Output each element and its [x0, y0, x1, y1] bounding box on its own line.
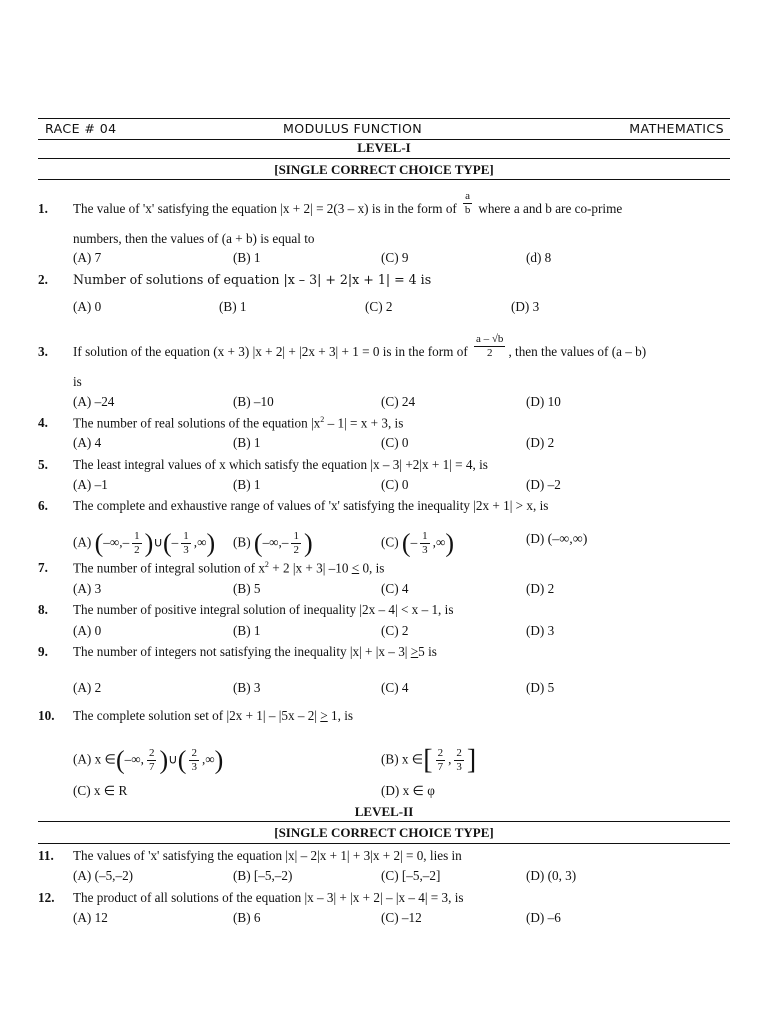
question-text: If solution of the equation (x + 3) |x + 2| + |2x + 3| + 1 = 0 is in the form of $\frac{a - √b}{2}$ , then the values of (a – b) — [73, 333, 647, 360]
option-d[interactable]: (d) 8 — [526, 250, 552, 265]
option-a[interactable]: (A) –1 — [73, 477, 108, 492]
option-b[interactable]: (B) 1 — [233, 477, 261, 492]
option-c[interactable]: (C) –12 — [381, 910, 422, 925]
option-b[interactable]: (B) 1 — [233, 250, 261, 265]
option-a[interactable]: (A) 3 — [73, 581, 102, 596]
option-a[interactable]: (A) 7 — [73, 250, 102, 265]
option-b[interactable]: (B) x ∈[ $\frac{2}{7}$ , $\frac{2}{3}$ ] — [381, 744, 477, 776]
option-a[interactable]: (A) (–∞,– $\frac{1}{2}$ )∪(– $\frac{1}{3}$ ,∞) — [73, 528, 216, 558]
option-d[interactable]: (D) 5 — [526, 680, 555, 695]
option-c[interactable]: (C) 4 — [381, 581, 409, 596]
level-2-type: [SINGLE CORRECT CHOICE TYPE] — [274, 825, 494, 840]
question-10-options-ab — [38, 736, 730, 776]
divider — [38, 158, 730, 159]
subject-title: MATHEMATICS — [629, 121, 724, 136]
race-header — [38, 118, 730, 140]
option-a[interactable]: (A) 12 — [73, 910, 108, 925]
option-a[interactable]: (A) 0 — [73, 623, 102, 638]
option-c[interactable]: (C) 2 — [365, 299, 393, 314]
question-text: The number of integral solution of $x^2 + 2$ |x + 3| –10 < 0, is — [73, 560, 385, 576]
option-d[interactable]: (D) –2 — [526, 477, 561, 492]
option-d[interactable]: (D) –6 — [526, 910, 561, 925]
level-2-title: LEVEL-II — [354, 804, 414, 819]
option-d[interactable]: (D) (–∞,∞) — [526, 531, 588, 547]
level-1-type: [SINGLE CORRECT CHOICE TYPE] — [274, 162, 494, 177]
option-d[interactable]: (D) 2 — [526, 435, 555, 450]
divider — [38, 821, 730, 822]
option-b[interactable]: (B) 1 — [219, 299, 247, 314]
level-1-title: LEVEL-I — [357, 140, 411, 155]
option-c[interactable]: (C) 9 — [381, 250, 409, 265]
option-c[interactable]: (C) 24 — [381, 394, 416, 409]
option-a[interactable]: (A) (–5,–2) — [73, 868, 134, 883]
option-b[interactable]: (B) 1 — [233, 435, 261, 450]
option-a[interactable]: (A) x ∈(–∞, $\frac{2}{7}$ )∪( $\frac{2}{3}$ ,∞) — [73, 745, 224, 775]
question-text: The complete and exhaustive range of values of 'x' satisfying the inequality |2x + 1| > x, is — [73, 498, 549, 513]
option-b[interactable]: (B) 6 — [233, 910, 261, 925]
option-d[interactable]: (D) x ∈ φ — [381, 783, 435, 798]
option-b[interactable]: (B) (–∞,– $\frac{1}{2}$ ) — [233, 528, 313, 558]
option-a[interactable]: (A) 0 — [73, 299, 102, 314]
question-text: Number of solutions of equation |x – 3| + 2|x + 1| = 4 is — [73, 272, 432, 287]
question-6-options — [38, 522, 730, 556]
option-b[interactable]: (B) 3 — [233, 680, 261, 695]
option-d[interactable]: (D) 2 — [526, 581, 555, 596]
divider — [38, 179, 730, 180]
question-number: 1. — [38, 201, 48, 216]
option-a[interactable]: (A) –24 — [73, 394, 115, 409]
option-c[interactable]: (C) 2 — [381, 623, 409, 638]
question-text: The value of 'x' satisfying the equation |x + 2| = 2(3 – x) is in the form of $\frac{a}{b}$ where a and b are co-prime — [73, 190, 623, 217]
option-a[interactable]: (A) 4 — [73, 435, 102, 450]
option-c[interactable]: (C) [–5,–2] — [381, 868, 441, 883]
question-text: The number of positive integral solution of inequality |2x – 4| < x – 1, is — [73, 602, 454, 617]
option-c[interactable]: (C) x ∈ R — [73, 783, 128, 798]
option-d[interactable]: (D) 10 — [526, 394, 561, 409]
option-b[interactable]: (B) [–5,–2) — [233, 868, 293, 883]
option-d[interactable]: (D) (0, 3) — [526, 868, 577, 883]
option-c[interactable]: (C) 0 — [381, 477, 409, 492]
option-b[interactable]: (B) –10 — [233, 394, 274, 409]
option-d[interactable]: (D) 3 — [526, 623, 555, 638]
race-number: RACE # 04 — [45, 121, 117, 136]
divider — [38, 843, 730, 844]
option-d[interactable]: (D) 3 — [511, 299, 540, 314]
option-b[interactable]: (B) 1 — [233, 623, 261, 638]
option-c[interactable]: (C) 4 — [381, 680, 409, 695]
question-text: The number of real solutions of the equation $|x^2 - 1| = x + 3$, is — [73, 415, 404, 431]
option-b[interactable]: (B) 5 — [233, 581, 261, 596]
topic-title: MODULUS FUNCTION — [283, 121, 423, 136]
option-a[interactable]: (A) 2 — [73, 680, 102, 695]
question-text: The product of all solutions of the equation |x – 3| + |x + 2| – |x – 4| = 3, is — [73, 890, 464, 905]
question-text: The number of integers not satisfying the inequality |x| + |x – 3| >5 is — [73, 644, 437, 659]
option-c[interactable]: (C) 0 — [381, 435, 409, 450]
option-c[interactable]: (C) (– $\frac{1}{3}$ ,∞) — [381, 528, 455, 558]
question-text: The least integral values of x which satisfy the equation |x – 3| +2|x + 1| = 4, is — [73, 457, 488, 472]
question-text: The complete solution set of |2x + 1| – |5x – 2| > 1, is — [73, 708, 353, 723]
question-text: The values of 'x' satisfying the equation |x| – 2|x + 1| + 3|x + 2| = 0, lies in — [73, 848, 462, 863]
